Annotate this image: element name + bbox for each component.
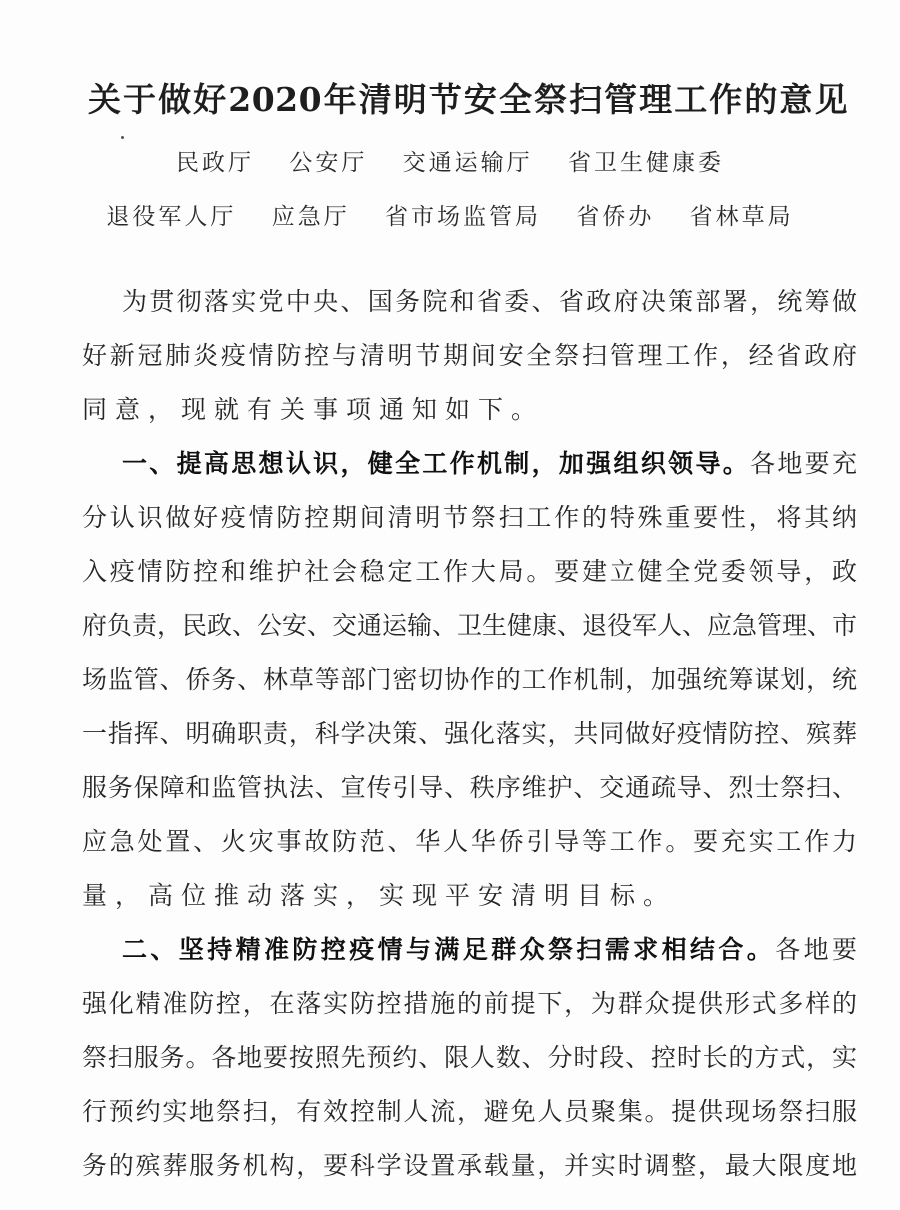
department: 公安厅 xyxy=(289,150,368,176)
section-2-first-line xyxy=(122,933,857,967)
department: 省林草局 xyxy=(689,204,794,230)
body-line: 行预约实地祭扫，有效控制人流，避免人员聚集。提供现场祭扫服 xyxy=(82,1097,857,1126)
department: 民政厅 xyxy=(176,150,255,176)
body-text: 各地要 xyxy=(775,935,857,964)
section-1-heading: 一、提高思想认识，健全工作机制，加强组织领导。 xyxy=(122,449,751,478)
body-line: 一指挥、明确职责，科学决策、强化落实，共同做好疫情防控、殡葬 xyxy=(82,719,857,748)
body-line: 应急处置、火灾事故防范、华人华侨引导等工作。要充实工作力 xyxy=(82,827,857,856)
issuing-departments-row-1 xyxy=(0,144,900,177)
issuing-departments-row-2 xyxy=(0,198,900,231)
department: 省市场监管局 xyxy=(385,204,541,230)
department: 省侨办 xyxy=(576,204,655,230)
body-line: 同意，现就有关事项通知如下。 xyxy=(82,395,545,424)
body-line: 服务保障和监管执法、宣传引导、秩序维护、交通疏导、烈士祭扫、 xyxy=(82,773,857,802)
body-line: 祭扫服务。各地要按照先预约、限人数、分时段、控时长的方式，实 xyxy=(82,1043,857,1072)
document-title: 关于做好2020年清明节安全祭扫管理工作的意见 xyxy=(88,80,848,119)
body-line: 务的殡葬服务机构，要科学设置承载量，并实时调整，最大限度地 xyxy=(82,1151,857,1180)
body-line: 分认识做好疫情防控期间清明节祭扫工作的特殊重要性，将其纳 xyxy=(82,503,857,532)
section-1-first-line xyxy=(122,447,857,481)
body-line: 强化精准防控，在落实防控措施的前提下，为群众提供形式多样的 xyxy=(82,989,857,1018)
body-line: 府负责，民政、公安、交通运输、卫生健康、退役军人、应急管理、市 xyxy=(82,611,858,640)
section-2-heading: 二、坚持精准防控疫情与满足群众祭扫需求相结合。 xyxy=(122,935,776,964)
body-line: 入疫情防控和维护社会稳定工作大局。要建立健全党委领导，政 xyxy=(82,557,857,586)
body-line: 为贯彻落实党中央、国务院和省委、省政府决策部署，统筹做 xyxy=(122,287,857,316)
department: 交通运输厅 xyxy=(402,150,533,176)
department: 退役军人厅 xyxy=(106,204,237,230)
body-line: 量，高位推动落实，实现平安清明目标。 xyxy=(82,881,677,910)
department: 应急厅 xyxy=(271,204,350,230)
scan-speck xyxy=(121,136,124,139)
body-line: 场监管、侨务、林草等部门密切协作的工作机制，加强统筹谋划，统 xyxy=(82,665,857,694)
body-text: 各地要充 xyxy=(750,449,857,478)
department: 省卫生健康委 xyxy=(567,150,724,176)
body-line: 好新冠肺炎疫情防控与清明节期间安全祭扫管理工作，经省政府 xyxy=(82,341,857,370)
